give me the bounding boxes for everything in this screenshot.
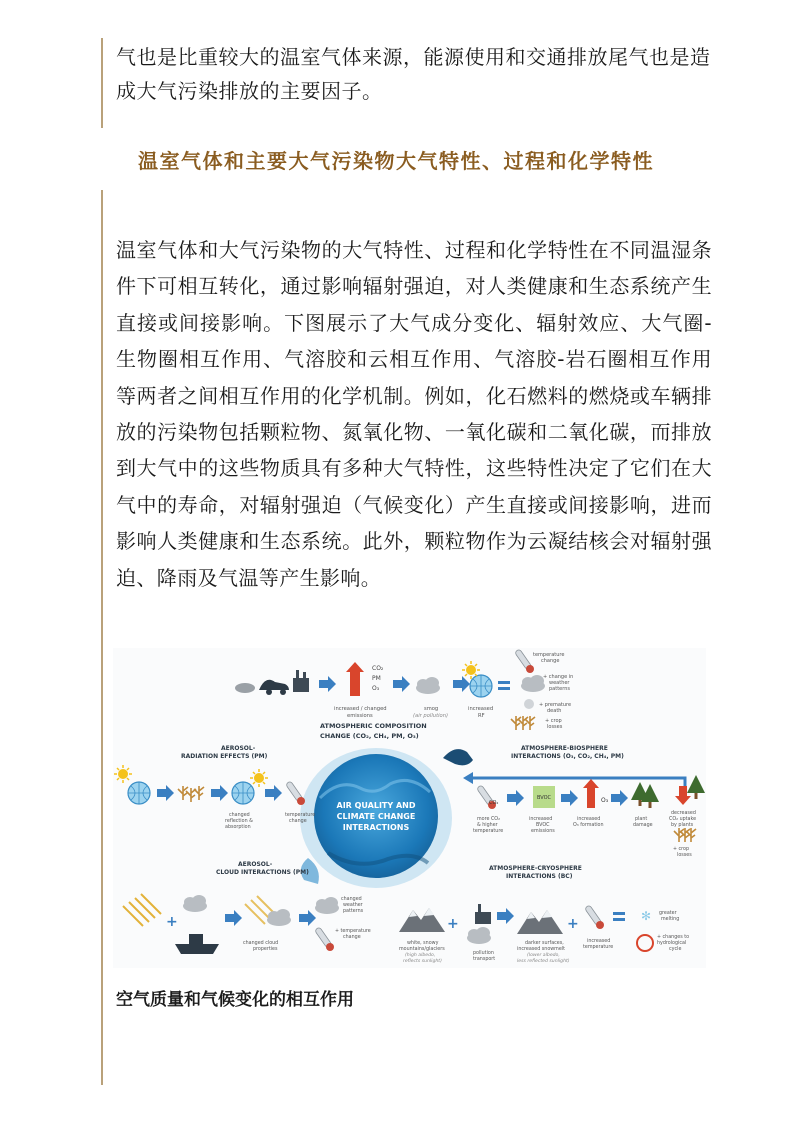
out-crop-2: losses xyxy=(547,724,563,730)
bio-crop-1: + crop xyxy=(673,847,690,852)
cryo-hydro-2: hydrological xyxy=(657,941,687,946)
bio-plant-2: damage xyxy=(633,823,653,828)
bio-bvoc-3: emissions xyxy=(531,829,555,834)
out-death-2: death xyxy=(547,708,562,714)
out-weather-3: patterns xyxy=(549,686,570,692)
cryo-hydro-3: cycle xyxy=(669,947,682,952)
interactions-figure xyxy=(113,648,706,968)
bio-o3: O₃ xyxy=(601,797,609,804)
cryo-title-1: ATMOSPHERE-CRYOSPHERE xyxy=(489,865,582,872)
out-weather-1: + change in xyxy=(543,674,574,680)
cryo-white-4: reflects sunlight) xyxy=(403,959,442,964)
cloud-weather-3: patterns xyxy=(343,909,364,914)
bio-bvoc-2: BVOC xyxy=(536,823,550,828)
intro-paragraph: 气也是比重较大的温室气体来源，能源使用和交通排放尾气也是造成大气污染排放的主要因子。 xyxy=(116,45,711,103)
body-paragraph: 温室气体和大气污染物的大气特性、过程和化学特性在不同温湿条件下可相互转化，通过影响辐射强迫，对人类健康和生态系统产生直接或间接影响。下图展示了大气成分变化、辐射效应、大气圈-生物圈相互作用、气溶胶和云相互作用、气溶胶-岩石圈相互作用等两者之间相互作用的化学机制。例如，化石燃料的燃烧或车辆排放的污染物包括颗粒物、氮氧化物、一氧化碳和二氧化碳，而排放到大气中的这些物质具有多种大气特性，这些特性决定了它们在大气中的寿命，对辐射强迫（气候变化）产生直接或间接影响，进而影响人类健康和生态系统。此外，颗粒物作为云凝结核会对辐射强迫、降雨及气温等产生影响。 xyxy=(116,238,712,590)
bio-title-2: INTERACTIONS (O₃, CO₂, CH₄, PM) xyxy=(511,753,624,760)
label-smog-1: smog xyxy=(424,706,439,712)
cryo-poll-2: transport xyxy=(473,957,496,962)
aero-rad-title-1: AEROSOL- xyxy=(221,745,256,752)
cryo-temp-2: temperature xyxy=(583,945,614,950)
label-smog-2: (air pollution) xyxy=(413,713,449,719)
cloud-title-1: AEROSOL- xyxy=(238,861,273,868)
bio-bvoc: BVOC xyxy=(537,795,552,801)
composition-title-1: ATMOSPHERIC COMPOSITION xyxy=(320,722,427,730)
rad-temp-1: temperature xyxy=(285,813,316,818)
rad-reflect-2: reflection & xyxy=(225,819,253,824)
cryo-dark-2: increased snowmelt xyxy=(517,947,566,952)
out-weather-2: weather xyxy=(549,680,570,686)
globe-line-3: INTERACTIONS xyxy=(342,823,410,832)
cryo-plus-2: + xyxy=(567,916,579,932)
cryo-hydro-1: + changes to xyxy=(657,935,690,940)
bio-more-3: temperature xyxy=(473,829,504,834)
bio-uptake-3: by plants xyxy=(671,823,694,828)
bio-more-2: & higher xyxy=(477,823,498,828)
bio-more-1: more CO₂ xyxy=(477,817,500,822)
label-emissions-1: increased / changed xyxy=(334,706,387,712)
cryo-poll-1: pollution xyxy=(473,951,494,956)
bio-uptake-1: decreased xyxy=(671,811,696,816)
bio-bvoc-1: increased xyxy=(529,817,553,822)
rad-reflect-1: changed xyxy=(229,813,250,818)
bio-uptake-2: CO₂ uptake xyxy=(669,817,697,822)
aero-rad-title-2: RADIATION EFFECTS (PM) xyxy=(181,753,268,760)
out-death-1: + premature xyxy=(539,702,572,708)
bio-o3-1: increased xyxy=(577,817,601,822)
cryo-dark-3: (lower albedo, xyxy=(527,953,560,958)
cloud-weather-2: weather xyxy=(343,903,363,908)
species-co2: CO₂ xyxy=(372,665,384,672)
out-temp-2: change xyxy=(541,658,560,664)
section-heading: 温室气体和主要大气污染物大气特性、过程和化学特性 xyxy=(138,149,654,173)
cloud-temp-1: + temperature xyxy=(335,929,371,934)
cryo-dark-4: less reflected sunlight) xyxy=(517,959,570,964)
label-rf-2: RF xyxy=(478,713,485,719)
out-temp-1: temperature xyxy=(533,652,565,658)
bio-o3-2: O₃ formation xyxy=(573,823,604,828)
cryo-title-2: INTERACTIONS (BC) xyxy=(506,873,573,880)
cloud-temp-2: change xyxy=(343,935,361,940)
cloud-title-2: CLOUD INTERACTIONS (PM) xyxy=(216,869,309,876)
figure-svg xyxy=(113,648,706,968)
globe-line-1: AIR QUALITY AND xyxy=(336,801,416,810)
left-rule-bottom xyxy=(101,190,103,1085)
composition-title-2: CHANGE (CO₂, CH₄, PM, O₃) xyxy=(320,732,419,740)
cloud-props-1: changed cloud xyxy=(243,941,279,946)
cryo-plus-1: + xyxy=(447,916,459,932)
cryo-melt-1: greater xyxy=(659,911,677,916)
snowflake-icon: ✻ xyxy=(641,909,652,923)
species-o3: O₃ xyxy=(372,685,380,692)
cryo-melt-2: melting xyxy=(661,917,680,922)
species-pm: PM xyxy=(372,675,381,682)
cloud-props-2: properties xyxy=(253,947,278,952)
cryo-dark-1: darker surfaces, xyxy=(525,941,564,946)
left-rule-top xyxy=(101,38,103,128)
cryo-white-2: mountains/glaciers xyxy=(399,947,445,952)
rad-reflect-3: absorption xyxy=(225,825,251,830)
label-rf-1: increased xyxy=(468,706,494,712)
cryo-white-3: (high albedo, xyxy=(405,953,436,958)
out-crop-1: + crop xyxy=(545,718,562,724)
bio-title-1: ATMOSPHERE-BIOSPHERE xyxy=(521,745,608,752)
cloud-weather-1: changed xyxy=(341,897,362,902)
cryo-white-1: white, snowy xyxy=(407,941,439,946)
bio-co2: CO₂ xyxy=(489,800,499,806)
globe-line-2: CLIMATE CHANGE xyxy=(336,812,416,821)
cryo-temp-1: increased xyxy=(587,939,611,944)
bio-plant-1: plant xyxy=(635,817,648,822)
cloud-plus: + xyxy=(166,914,178,930)
bio-crop-2: losses xyxy=(677,853,692,858)
label-emissions-2: emissions xyxy=(347,713,373,719)
rad-temp-2: change xyxy=(289,819,307,824)
figure-caption: 空气质量和气候变化的相互作用 xyxy=(116,990,354,1010)
